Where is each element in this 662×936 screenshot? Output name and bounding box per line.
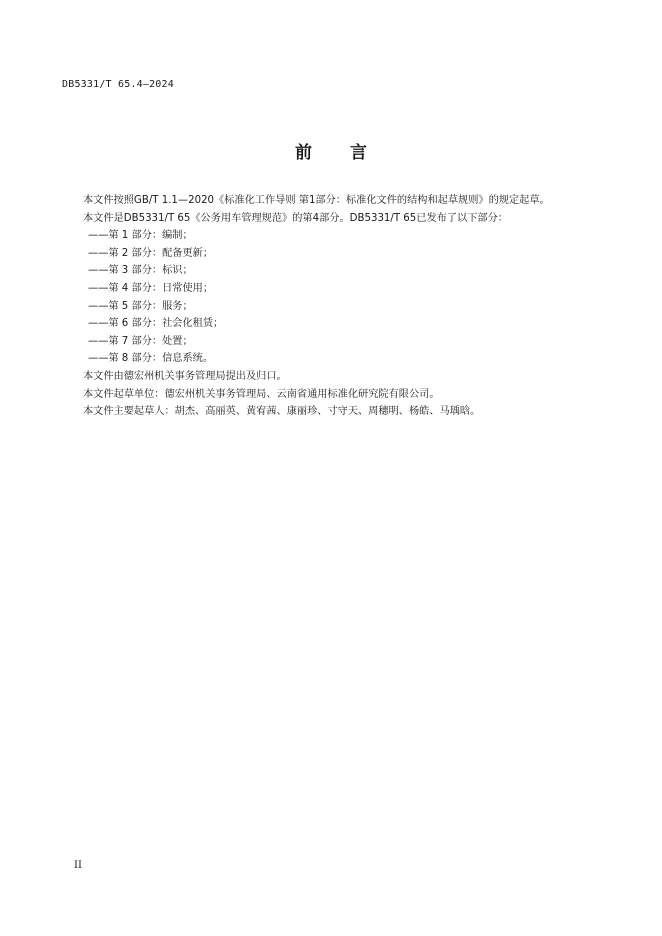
paragraph-drafting-rules: 本文件按照GB/T 1.1—2020《标准化工作导则 第1部分：标准化文件的结构和起草规则》的规定起草。 <box>83 195 550 206</box>
paragraph-drafting-units: 本文件起草单位：德宏州机关事务管理局、云南省通用标准化研究院有限公司。 <box>83 388 440 400</box>
list-item-part-7: ——第 7 部分：处置； <box>88 335 193 347</box>
page-number: II <box>74 860 82 871</box>
list-item-part-8: ——第 8 部分：信息系统。 <box>88 353 214 365</box>
document-code: DB5331/T 65.4—2024 <box>62 79 174 90</box>
paragraph-proposer: 本文件由德宏州机关事务管理局提出及归口。 <box>83 370 287 382</box>
paragraph-part-statement: 本文件是DB5331/T 65《公务用车管理规范》的第4部分。DB5331/T 65已发布了以下部分： <box>83 212 508 224</box>
list-item-part-5: ——第 5 部分：服务； <box>88 300 193 312</box>
document-body <box>62 192 602 421</box>
list-item-part-2: ——第 2 部分：配备更新； <box>88 247 214 259</box>
list-item-part-4: ——第 4 部分：日常使用； <box>88 282 214 294</box>
list-item-part-6: ——第 6 部分：社会化租赁； <box>88 318 224 330</box>
paragraph-drafters: 本文件主要起草人：胡杰、高丽英、黄宥茜、康丽珍、寸守天、周穗明、杨皓、马瑀晗。 <box>83 406 481 418</box>
page-title: 前言 <box>295 143 405 163</box>
list-item-part-1: ——第 1 部分：编制； <box>88 230 193 242</box>
list-item-part-3: ——第 3 部分：标识； <box>88 265 193 277</box>
